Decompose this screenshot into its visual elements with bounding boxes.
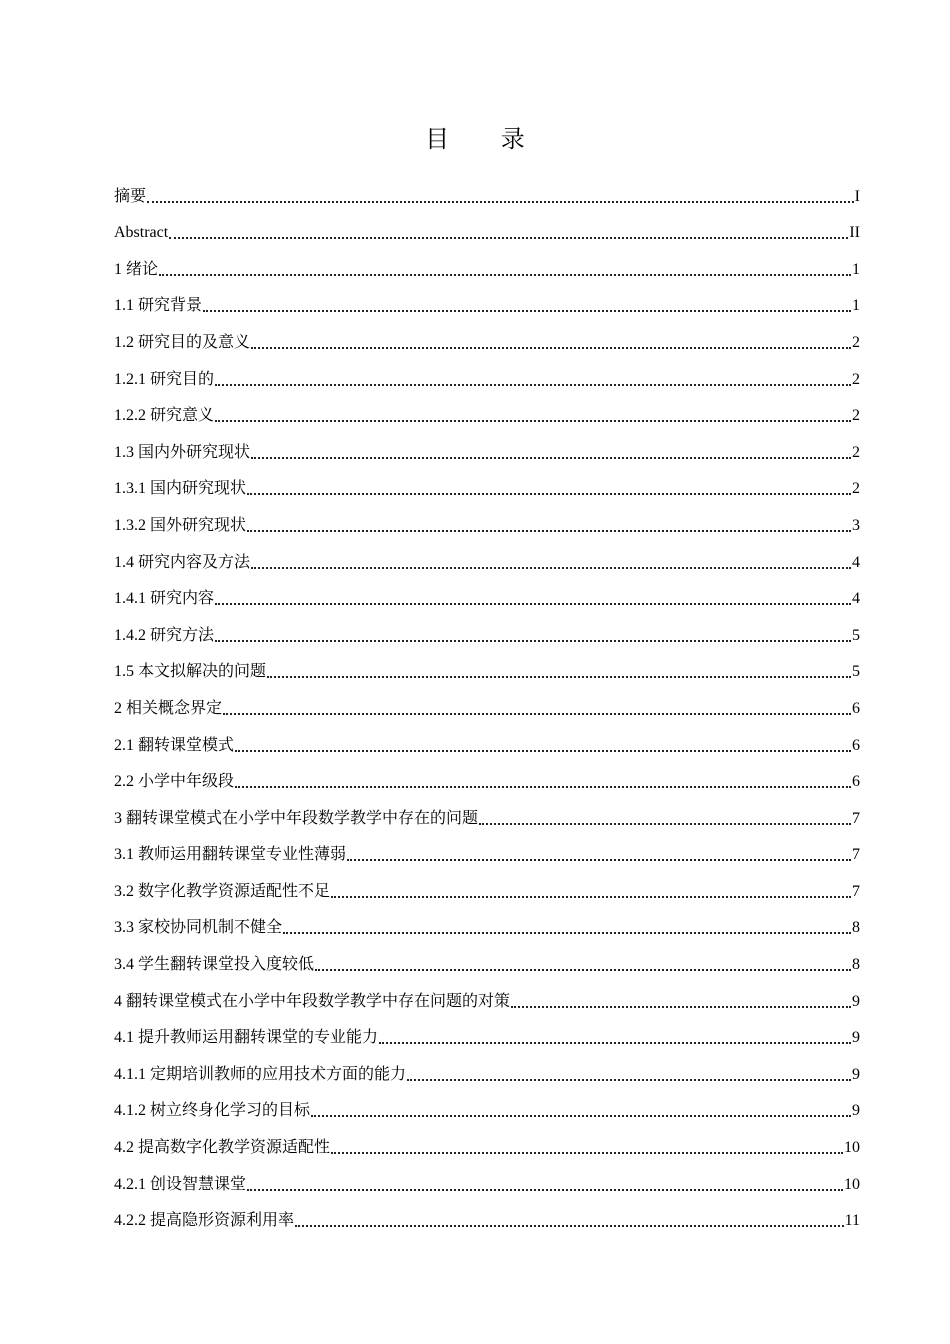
toc-leader <box>311 1114 851 1117</box>
toc-entry-page: 11 <box>844 1212 860 1230</box>
toc-leader <box>147 200 854 203</box>
toc-leader <box>479 822 851 825</box>
toc-entry <box>114 1087 860 1124</box>
toc-entry-label: 1.3.2 国外研究现状 <box>114 516 247 534</box>
toc-entry-label: 2.1 翻转课堂模式 <box>114 736 235 754</box>
toc-leader <box>331 1151 843 1154</box>
toc-entry <box>114 831 860 868</box>
toc-entry-page: 2 <box>852 407 860 425</box>
toc-leader <box>159 273 851 276</box>
toc-entry <box>114 758 860 795</box>
toc-entry <box>114 684 860 721</box>
toc-leader <box>511 1005 851 1008</box>
toc-entry-page: 5 <box>852 663 860 681</box>
toc-entry-page: 4 <box>852 553 860 571</box>
toc-entry-page: 10 <box>844 1175 860 1193</box>
toc-leader <box>407 1078 851 1081</box>
toc-leader <box>315 968 851 971</box>
toc-entry-label: 3 翻转课堂模式在小学中年段数学教学中存在的问题 <box>114 809 479 827</box>
toc-entry-page: 6 <box>852 773 860 791</box>
toc-leader <box>247 492 851 495</box>
toc-entry-label: 4 翻转课堂模式在小学中年段数学教学中存在问题的对策 <box>114 992 511 1010</box>
toc-entry-page: 8 <box>852 956 860 974</box>
toc-entry-page: 9 <box>852 1065 860 1083</box>
toc-entry-label: 1.4.2 研究方法 <box>114 626 215 644</box>
toc-entry-label: 4.2 提高数字化教学资源适配性 <box>114 1139 331 1157</box>
toc-entry-label: 4.1.2 树立终身化学习的目标 <box>114 1102 311 1120</box>
toc-leader <box>251 566 851 569</box>
toc-entry <box>114 282 860 319</box>
toc-entry-page: II <box>849 224 860 242</box>
toc-entry-page: 1 <box>852 297 860 315</box>
toc-entry-label: 摘要 <box>114 187 147 205</box>
toc-entry-label: Abstract <box>114 224 169 242</box>
toc-list <box>114 172 860 1233</box>
toc-leader <box>247 529 851 532</box>
toc-entry-page: 9 <box>852 1102 860 1120</box>
toc-leader <box>379 1041 851 1044</box>
toc-leader <box>267 675 851 678</box>
toc-entry-page: 2 <box>852 480 860 498</box>
toc-leader <box>235 785 851 788</box>
toc-entry <box>114 1123 860 1160</box>
toc-entry <box>114 721 860 758</box>
toc-entry <box>114 428 860 465</box>
toc-leader <box>331 895 851 898</box>
toc-entry <box>114 977 860 1014</box>
toc-entry <box>114 501 860 538</box>
toc-entry <box>114 1014 860 1051</box>
toc-entry <box>114 611 860 648</box>
toc-entry-page: 9 <box>852 1029 860 1047</box>
toc-entry-page: 4 <box>852 590 860 608</box>
toc-entry-label: 1.3 国内外研究现状 <box>114 443 251 461</box>
toc-entry-page: 8 <box>852 919 860 937</box>
toc-entry-label: 1.2.2 研究意义 <box>114 407 215 425</box>
toc-leader <box>215 419 851 422</box>
toc-entry <box>114 209 860 246</box>
toc-entry-label: 3.4 学生翻转课堂投入度较低 <box>114 956 315 974</box>
toc-entry <box>114 1197 860 1234</box>
toc-entry-label: 1.4 研究内容及方法 <box>114 553 251 571</box>
toc-entry <box>114 1160 860 1197</box>
toc-entry <box>114 172 860 209</box>
toc-leader <box>295 1224 844 1227</box>
toc-entry <box>114 940 860 977</box>
toc-entry-page: 2 <box>852 443 860 461</box>
toc-entry-label: 3.2 数字化教学资源适配性不足 <box>114 882 331 900</box>
toc-leader <box>215 602 851 605</box>
toc-entry-label: 4.2.1 创设智慧课堂 <box>114 1175 247 1193</box>
toc-entry-page: 6 <box>852 699 860 717</box>
toc-entry-page: 7 <box>852 809 860 827</box>
toc-leader <box>251 346 851 349</box>
toc-entry-page: 7 <box>852 846 860 864</box>
toc-entry <box>114 794 860 831</box>
toc-entry-page: 3 <box>852 516 860 534</box>
toc-entry <box>114 538 860 575</box>
toc-entry-page: 7 <box>852 882 860 900</box>
toc-entry-page: 6 <box>852 736 860 754</box>
toc-entry-label: 2 相关概念界定 <box>114 699 223 717</box>
toc-entry <box>114 355 860 392</box>
toc-entry-label: 1.2.1 研究目的 <box>114 370 215 388</box>
toc-entry-label: 1.4.1 研究内容 <box>114 590 215 608</box>
toc-entry <box>114 867 860 904</box>
toc-entry-label: 1.2 研究目的及意义 <box>114 333 251 351</box>
toc-leader <box>347 858 851 861</box>
toc-entry-label: 4.1 提升教师运用翻转课堂的专业能力 <box>114 1029 379 1047</box>
toc-leader <box>169 236 848 239</box>
toc-entry-label: 1.5 本文拟解决的问题 <box>114 663 267 681</box>
toc-entry-page: 2 <box>852 370 860 388</box>
toc-entry-label: 4.1.1 定期培训教师的应用技术方面的能力 <box>114 1065 407 1083</box>
toc-entry-label: 1.1 研究背景 <box>114 297 203 315</box>
toc-entry-page: I <box>854 187 860 205</box>
toc-entry-page: 10 <box>844 1139 860 1157</box>
toc-entry <box>114 904 860 941</box>
toc-entry <box>114 465 860 502</box>
toc-title: 目 录 <box>425 125 547 153</box>
toc-entry-page: 9 <box>852 992 860 1010</box>
toc-leader <box>251 456 851 459</box>
toc-leader <box>223 712 851 715</box>
toc-entry-label: 3.3 家校协同机制不健全 <box>114 919 283 937</box>
toc-entry <box>114 648 860 685</box>
toc-leader <box>247 1188 843 1191</box>
toc-leader <box>235 749 851 752</box>
toc-entry <box>114 575 860 612</box>
toc-entry <box>114 392 860 429</box>
toc-leader <box>203 309 851 312</box>
toc-entry <box>114 245 860 282</box>
toc-entry-label: 1 绪论 <box>114 260 159 278</box>
toc-entry <box>114 318 860 355</box>
toc-entry-label: 2.2 小学中年级段 <box>114 773 235 791</box>
toc-leader <box>215 639 851 642</box>
toc-entry-label: 4.2.2 提高隐形资源利用率 <box>114 1212 295 1230</box>
toc-entry-page: 5 <box>852 626 860 644</box>
toc-entry-label: 3.1 教师运用翻转课堂专业性薄弱 <box>114 846 347 864</box>
toc-leader <box>215 383 851 386</box>
toc-entry-label: 1.3.1 国内研究现状 <box>114 480 247 498</box>
toc-entry-page: 1 <box>852 260 860 278</box>
toc-entry-page: 2 <box>852 333 860 351</box>
toc-entry <box>114 1050 860 1087</box>
toc-leader <box>283 931 851 934</box>
